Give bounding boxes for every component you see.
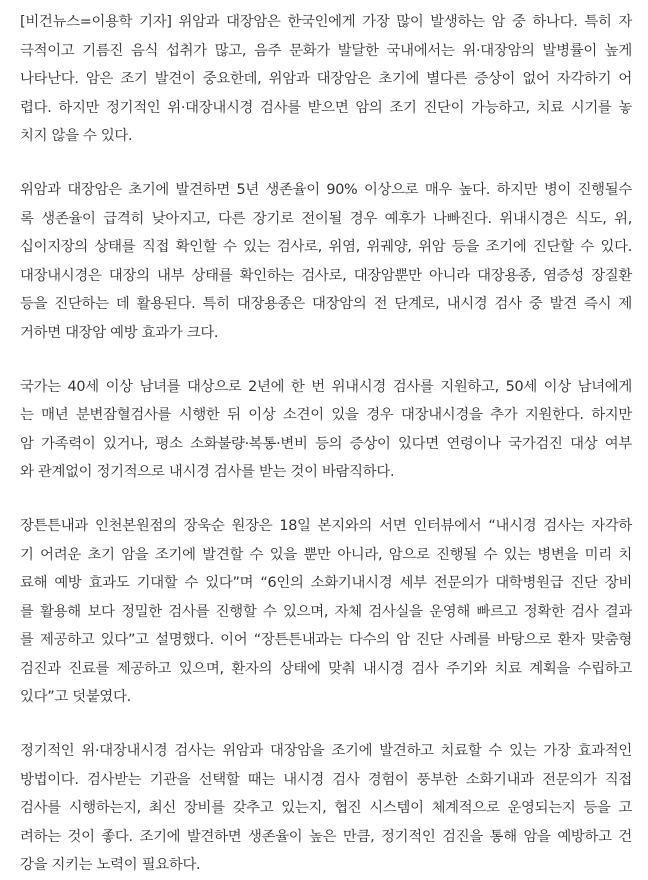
paragraph-line: 강을 지키는 노력이 필요하다. [20, 857, 201, 874]
paragraph-line: 대장내시경은 대장의 내부 상태를 확인하는 검사로, 대장암뿐만 아니라 대장용종, 염증성 장질환 [20, 267, 632, 284]
paragraph-line: 기 어려운 초기 암을 조기에 발견할 수 있을 뿐만 아니라, 암으로 진행될 수 있는 병변을 미리 치 [20, 546, 632, 563]
paragraph-line: 십이지장의 상태를 직접 확인할 수 있는 검사로, 위염, 위궤양, 위암 등을 조기에 진단할 수 있다. [20, 239, 632, 256]
paragraph-line: 거하면 대장암 예방 효과가 크다. [20, 324, 219, 341]
paragraph-line: [비건뉴스=이용학 기자] 위암과 대장암은 한국인에게 가장 많이 발생하는 암 중 하나다. 특히 자 [20, 14, 632, 30]
paragraph-line: 검사를 시행하는지, 최신 장비를 갖추고 있는지, 협진 시스템이 체계적으로 운영되는지 등을 고 [20, 800, 632, 817]
paragraph-line: 있다”고 덧붙였다. [20, 689, 131, 706]
paragraph-line: 국가는 40세 이상 남녀를 대상으로 2년에 한 번 위내시경 검사를 지원하고, 50세 이상 남녀에게 [20, 378, 632, 395]
article-paragraph [20, 512, 632, 712]
paragraph-line: 를 제공하고 있다”고 설명했다. 이어 “장튼튼내과는 다수의 암 진단 사례를 바탕으로 환자 맞춤형 [20, 632, 632, 649]
article-body [20, 8, 632, 880]
article-paragraph [20, 8, 632, 151]
paragraph-line: 는 매년 분변잠혈검사를 시행한 뒤 이상 소견이 있을 경우 대장내시경을 추가 지원한다. 하지만 [20, 407, 632, 424]
article-paragraph [20, 373, 632, 487]
paragraph-line: 극적이고 기름진 음식 섭취가 많고, 음주 문화가 발달한 국내에서는 위·대장암의 발병률이 높게 [20, 42, 632, 59]
paragraph-line: 위암과 대장암은 초기에 발견하면 5년 생존율이 90% 이상으로 매우 높다. 하지만 병이 진행될수 [20, 181, 632, 198]
paragraph-line: 렵다. 하지만 정기적인 위·대장내시경 검사를 받으면 암의 조기 진단이 가능하고, 치료 시기를 놓 [20, 99, 632, 116]
paragraph-line: 등을 진단하는 데 활용된다. 특히 대장용종은 대장암의 전 단계로, 내시경 검사 중 발견 즉시 제 [20, 296, 632, 313]
article-paragraph [20, 737, 632, 880]
paragraph-line: 록 생존율이 급격히 낮아지고, 다른 장기로 전이될 경우 예후가 나빠진다. 위내시경은 식도, 위, [20, 210, 632, 227]
paragraph-line: 장튼튼내과 인천본원점의 장욱순 원장은 18일 본지와의 서면 인터뷰에서 “내시경 검사는 자각하 [20, 517, 632, 534]
paragraph-line: 와 관계없이 정기적으로 내시경 검사를 받는 것이 바람직하다. [20, 464, 395, 481]
paragraph-line: 치지 않을 수 있다. [20, 128, 133, 145]
paragraph-line: 료해 예방 효과도 기대할 수 있다”며 “6인의 소화기내시경 세부 전문의가 대학병원급 진단 장비 [20, 575, 632, 592]
paragraph-line: 를 활용해 보다 정밀한 검사를 진행할 수 있으며, 자체 검사실을 운영해 빠르고 정확한 검사 결과 [20, 603, 632, 620]
paragraph-line: 방법이다. 검사받는 기관을 선택할 때는 내시경 검사 경험이 풍부한 소화기내과 전문의가 직접 [20, 771, 632, 788]
paragraph-line: 정기적인 위·대장내시경 검사는 위암과 대장암을 조기에 발견하고 치료할 수 있는 가장 효과적인 [20, 743, 632, 760]
paragraph-line: 려하는 것이 좋다. 조기에 발견하면 생존율이 높은 만큼, 정기적인 검진을 통해 암을 예방하고 건 [20, 828, 632, 845]
paragraph-line: 나타난다. 암은 조기 발견이 중요한데, 위암과 대장암은 초기에 별다른 증상이 없어 자각하기 어 [20, 71, 632, 88]
paragraph-line: 검진과 진료를 제공하고 있으며, 환자의 상태에 맞춰 내시경 검사 주기와 치료 계획을 수립하고 [20, 660, 632, 677]
article-paragraph [20, 176, 632, 348]
paragraph-line: 암 가족력이 있거나, 평소 소화불량·복통·변비 등의 증상이 있다면 연령이나 국가검진 대상 여부 [20, 435, 632, 452]
